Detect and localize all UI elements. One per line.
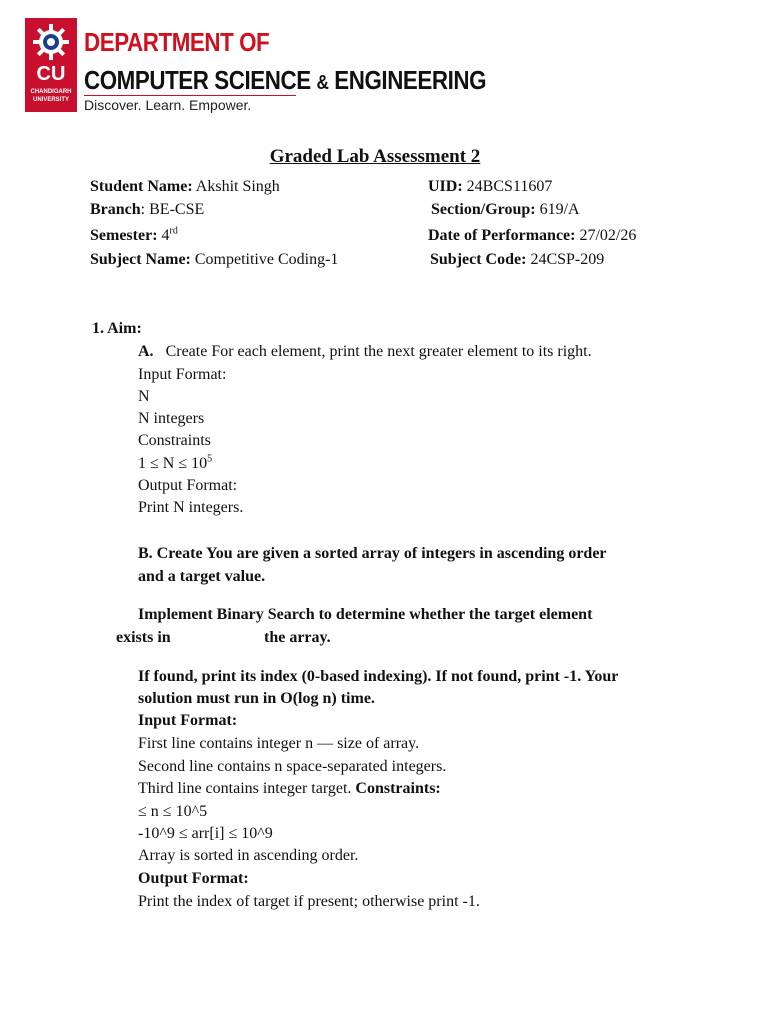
question-a-text: Create For each element, print the next greater element to its right. <box>165 343 592 360</box>
a-constraint-text: 1 ≤ N ≤ 10 <box>138 455 208 472</box>
question-b-line2: and a target value. <box>138 568 266 585</box>
student-name-value: Akshit Singh <box>192 178 280 195</box>
b-constraint1: ≤ n ≤ 10^5 <box>138 803 208 820</box>
semester-suffix: rd <box>169 225 178 237</box>
b-input-line3-text: Third line contains integer target. <box>138 780 356 797</box>
b-input-line2: Second line contains n space-separated integers. <box>138 758 447 775</box>
logo-university-name: CHANDIGARH UNIVERSITY <box>30 89 72 103</box>
semester-label: Semester: <box>90 227 158 244</box>
department-heading-line2 <box>84 64 486 99</box>
a-input-line-n: N <box>138 388 150 405</box>
semester-value: 4 <box>157 227 170 244</box>
uid-value: 24BCS11607 <box>462 178 553 195</box>
b-input-line1: First line contains integer n — size of array. <box>138 735 420 752</box>
university-logo <box>25 18 77 112</box>
b-constraints-label: Constraints: <box>355 780 441 797</box>
date-label: Date of Performance: <box>428 227 576 244</box>
b-input-format-label: Input Format: <box>138 712 238 729</box>
department-heading-line1: DEPARTMENT OF <box>84 27 270 57</box>
question-a <box>138 342 592 362</box>
b-input-line3 <box>138 779 441 799</box>
student-name-label: Student Name: <box>90 178 193 195</box>
question-b-line4b: the array. <box>264 629 331 646</box>
b-output-text: Print the index of target if present; otherwise print -1. <box>138 893 480 910</box>
subject-code-value: 24CSP-209 <box>526 251 605 268</box>
question-b-line6: solution must run in O(log n) time. <box>138 690 375 707</box>
subject-name-field <box>90 250 338 270</box>
subject-name-label: Subject Name: <box>90 251 191 268</box>
logo-initials: CU <box>36 63 66 85</box>
uid-field <box>428 177 552 197</box>
date-field <box>428 226 636 246</box>
a-constraints-label: Constraints <box>138 432 211 449</box>
subject-code-label: Subject Code: <box>430 251 527 268</box>
tagline: Discover. Learn. Empower. <box>84 97 252 113</box>
dept-line2-ampersand: & <box>316 72 329 94</box>
a-constraint-exponent: 5 <box>207 453 213 465</box>
question-b-line3: Implement Binary Search to determine whether the target element <box>138 606 593 623</box>
a-output-format-label: Output Format: <box>138 477 238 494</box>
a-output-text: Print N integers. <box>138 499 244 516</box>
question-b-line1: B. Create You are given a sorted array of integers in ascending order <box>138 545 607 562</box>
b-output-format-label: Output Format: <box>138 870 249 887</box>
section-field <box>431 200 580 220</box>
branch-label: Branch <box>90 201 141 218</box>
uid-label: UID: <box>428 178 463 195</box>
student-name-field <box>90 177 280 197</box>
a-constraint <box>138 454 212 474</box>
document-title: Graded Lab Assessment 2 <box>269 146 481 167</box>
gear-emblem-icon <box>31 22 71 62</box>
dept-line2-part-b: ENGINEERING <box>328 65 487 95</box>
branch-value: : BE-CSE <box>140 201 205 218</box>
question-b-line5: If found, print its index (0-based indexing). If not found, print -1. Your <box>138 668 619 685</box>
semester-field <box>90 226 178 246</box>
a-input-line-integers: N integers <box>138 410 205 427</box>
question-a-label: A. <box>138 343 154 360</box>
dept-line2-part-a: COMPUTER SCIENCE <box>84 65 317 95</box>
b-constraint3: Array is sorted in ascending order. <box>138 847 359 864</box>
a-input-format-label: Input Format: <box>138 366 227 383</box>
section-label: Section/Group: <box>431 201 536 218</box>
branch-field <box>90 200 204 220</box>
aim-heading: 1. Aim: <box>92 320 142 337</box>
subject-name-value: Competitive Coding-1 <box>190 251 339 268</box>
subject-code-field <box>430 250 604 270</box>
section-value: 619/A <box>535 201 580 218</box>
question-b-line4a: exists in <box>116 629 171 646</box>
b-constraint2: -10^9 ≤ arr[i] ≤ 10^9 <box>138 825 273 842</box>
date-value: 27/02/26 <box>575 227 637 244</box>
